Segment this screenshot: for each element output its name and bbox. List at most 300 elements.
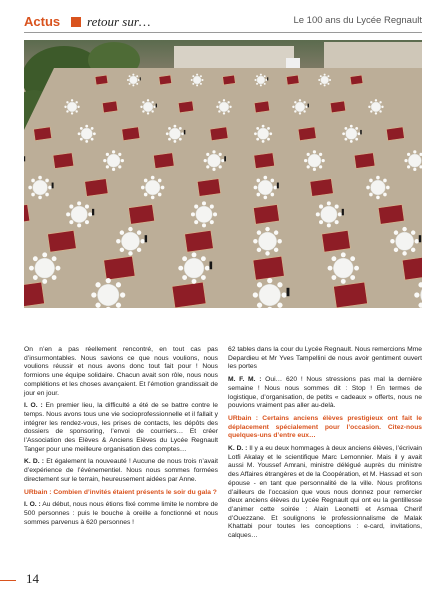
chair xyxy=(71,112,73,114)
paragraph-text: Oui… 620 ! Nous stressions pas mal la dernière semaine ! Nous nous sommes dit : Stop ! En termes de logistique, d’organisation, de petits « cadeaux » offerts, nous ne pouvions vraiment pas aller au-delà. xyxy=(228,376,422,410)
carpet-rug xyxy=(310,179,333,197)
carpet-rug xyxy=(254,153,275,169)
chair xyxy=(256,75,258,77)
carpet-rug xyxy=(386,127,404,141)
chair xyxy=(319,205,323,209)
round-table xyxy=(97,284,119,306)
chair xyxy=(254,79,256,81)
chair xyxy=(394,230,398,234)
chair xyxy=(313,150,316,153)
chair xyxy=(257,230,261,234)
paragraph xyxy=(228,346,422,372)
chair xyxy=(137,230,141,234)
chair xyxy=(307,165,310,168)
chair xyxy=(331,256,336,261)
round-table xyxy=(81,128,92,139)
carpet-rug xyxy=(350,75,363,85)
paragraph xyxy=(24,346,218,398)
chair xyxy=(31,179,35,183)
chair xyxy=(138,79,140,81)
speaker-label: I. O. : xyxy=(24,501,41,509)
page-number: 14 xyxy=(26,571,39,586)
carpet-rug xyxy=(24,282,44,308)
chair xyxy=(267,127,270,130)
waiter-figure xyxy=(287,288,290,296)
chair xyxy=(144,179,148,183)
round-table xyxy=(408,154,421,167)
chair xyxy=(168,127,171,130)
chair xyxy=(127,79,129,81)
chair xyxy=(120,292,125,297)
carpet-rug xyxy=(159,75,172,85)
chair xyxy=(354,266,359,271)
chair xyxy=(335,205,339,209)
chair xyxy=(327,223,331,227)
chair xyxy=(196,84,198,86)
chair xyxy=(313,168,316,171)
chair xyxy=(262,125,265,128)
paragraph xyxy=(24,402,218,454)
chair xyxy=(264,75,266,77)
chair xyxy=(320,83,322,85)
chair xyxy=(294,110,296,112)
chair xyxy=(375,112,377,114)
chair xyxy=(142,110,144,112)
carpet-rug xyxy=(85,179,108,197)
chair xyxy=(202,201,206,205)
chair xyxy=(192,83,194,85)
chair xyxy=(335,220,339,224)
interview-question: URbain : Certains anciens élèves prestigieux ont fait le déplacement spécialement pour l’occasion. Citez-nous quelques-uns d’entre eux… xyxy=(228,414,422,440)
chair xyxy=(394,248,398,252)
chair xyxy=(136,75,138,77)
chair xyxy=(257,303,262,308)
chair xyxy=(33,256,38,261)
chair xyxy=(191,212,195,216)
chair xyxy=(206,165,209,168)
chair xyxy=(151,101,153,103)
chair xyxy=(52,275,57,280)
chair xyxy=(91,127,94,130)
chair xyxy=(200,75,202,77)
chair xyxy=(196,74,198,76)
carpet-rug xyxy=(286,75,299,85)
chair xyxy=(66,110,68,112)
chair xyxy=(219,165,222,168)
carpet-rug xyxy=(254,101,269,113)
chair xyxy=(33,275,38,280)
chair xyxy=(383,193,387,197)
chair xyxy=(216,106,218,108)
chair xyxy=(274,230,278,234)
chair xyxy=(369,179,373,183)
chair xyxy=(128,227,132,231)
chair xyxy=(411,248,415,252)
chair xyxy=(256,193,260,197)
carpet-rug xyxy=(172,282,206,308)
chair xyxy=(71,99,73,101)
chair xyxy=(85,125,88,128)
chair xyxy=(48,186,52,190)
chair xyxy=(31,193,35,197)
chair xyxy=(136,83,138,85)
waiter-figure xyxy=(140,77,141,80)
paragraph xyxy=(24,501,218,527)
chair xyxy=(80,138,83,141)
paragraph-text: On n’en a pas réellement rencontré, en tout cas pas d’insurmontables. Nous savions ce que nous voulions, nous voulions réussir et nous avons donc tout fait pour ! Nous formions une équipe solidaire. Chacun avait son rôle, nous nous complétions et les choses avançaient. Et l’émotion grandissait de jour en jour. xyxy=(24,346,218,397)
round-table xyxy=(371,180,386,195)
chair xyxy=(413,168,416,171)
waiter-figure xyxy=(308,104,309,108)
carpet-rug xyxy=(402,256,422,280)
paragraph xyxy=(228,376,422,411)
chair xyxy=(181,132,184,135)
chair xyxy=(120,248,124,252)
paragraph-text: Et également la nouveauté ! Aucune de nous trois n’avait d’expérience de l’événementiel. Nous nous sommes formées directement sur le terrain, heureusement aidées par Anne. xyxy=(24,458,218,483)
chair xyxy=(223,112,225,114)
chair xyxy=(327,75,329,77)
chair xyxy=(182,256,187,261)
round-table xyxy=(193,76,201,84)
chair xyxy=(338,212,342,216)
round-table xyxy=(33,180,48,195)
round-table xyxy=(219,102,229,112)
chair xyxy=(206,153,209,156)
carpet-rug xyxy=(322,230,351,252)
chair xyxy=(277,303,282,308)
chair xyxy=(69,205,73,209)
chair xyxy=(407,153,410,156)
chair xyxy=(414,292,419,297)
chair xyxy=(103,159,106,162)
round-table xyxy=(371,102,381,112)
chair xyxy=(158,179,162,183)
waiter-figure xyxy=(24,156,25,161)
chair xyxy=(77,106,79,108)
waiter-figure xyxy=(145,235,147,242)
chair xyxy=(191,79,193,81)
chair xyxy=(316,212,320,216)
carpet-rug xyxy=(95,75,108,85)
round-table xyxy=(258,232,276,250)
paragraph-text: Il y a eu deux hommages à deux anciens élèves, l’écrivain Lotfi Akalay et le scientifique Marc Lemonnier. Mais il y avait aussi M. Youssef Amrani, ministre délégué auprès du ministre des Affaires étrangères et de la Coopération, et M. Hassad et son épouse - en tant que personnalité de la ville. Nous profitons d’ailleurs de l’occasion que vous nous donnez pour remercier deux anciens élèves du Lycée Regnault qui ont eu la gentillesse d’animer cette soirée : Alain Leonetti et Asmaa Cherif d’Ouezzane. Et soulignons le professionnalisme de Malak Khattabi pour toutes les conceptions : e-card, invitations, calques… xyxy=(228,445,422,540)
page-number-rule xyxy=(0,580,16,581)
chair xyxy=(56,266,61,271)
chair xyxy=(277,282,282,287)
chair xyxy=(324,84,326,86)
carpet-rug xyxy=(334,282,368,308)
chair xyxy=(294,101,296,103)
chair xyxy=(205,266,210,271)
chair xyxy=(218,110,220,112)
chair xyxy=(38,196,42,200)
chair xyxy=(132,84,134,86)
chair xyxy=(201,256,206,261)
round-table xyxy=(67,102,77,112)
chair xyxy=(118,165,121,168)
chair xyxy=(415,239,419,243)
paragraph-text: Au début, nous nous étions fixé comme limite le nombre de 500 personnes : puis le bouche à oreille a fonctionné et nous sommes parvenus à 620 personnes ! xyxy=(24,501,219,526)
right-column xyxy=(228,346,422,545)
waiter-figure xyxy=(92,209,94,215)
chair xyxy=(381,106,383,108)
chair xyxy=(137,248,141,252)
chair xyxy=(341,279,346,284)
chair xyxy=(178,266,183,271)
chair xyxy=(376,196,380,200)
chair xyxy=(85,220,89,224)
chair xyxy=(219,153,222,156)
chair xyxy=(42,252,47,257)
carpet-rug xyxy=(330,101,345,113)
chair xyxy=(318,79,320,81)
chair xyxy=(319,220,323,224)
waiter-figure xyxy=(419,235,421,242)
chair xyxy=(151,196,155,200)
carpet-rug xyxy=(153,153,174,169)
chair xyxy=(202,79,204,81)
chair xyxy=(327,201,331,205)
chair xyxy=(64,106,66,108)
round-table xyxy=(333,258,353,278)
round-table xyxy=(169,128,180,139)
chair xyxy=(254,132,257,135)
chair xyxy=(142,101,144,103)
chair xyxy=(221,159,224,162)
chair xyxy=(91,292,96,297)
chair xyxy=(140,239,144,243)
chair xyxy=(303,110,305,112)
chair xyxy=(192,279,197,284)
chair xyxy=(116,282,121,287)
round-table xyxy=(346,128,357,139)
chair xyxy=(329,79,331,81)
round-table xyxy=(259,284,281,306)
chair xyxy=(194,205,198,209)
chair xyxy=(151,110,153,112)
carpet-rug xyxy=(298,127,316,141)
chair xyxy=(265,251,269,255)
round-table xyxy=(143,102,153,112)
chair xyxy=(282,292,287,297)
round-table xyxy=(295,102,305,112)
chair xyxy=(106,278,111,283)
round-table xyxy=(308,154,321,167)
carpet-rug xyxy=(378,205,404,225)
round-table xyxy=(129,76,137,84)
carpet-rug xyxy=(102,101,117,113)
waiter-figure xyxy=(267,77,268,80)
chair xyxy=(355,127,358,130)
chair xyxy=(227,101,229,103)
paragraph xyxy=(24,458,218,484)
chair xyxy=(212,168,215,171)
interview-question: URbain : Combien d’invités étaient présents le soir du gala ? xyxy=(24,488,217,496)
carpet-rug xyxy=(185,230,214,252)
chair xyxy=(341,252,346,257)
chair xyxy=(370,101,372,103)
page-header xyxy=(0,0,446,36)
chair xyxy=(277,239,281,243)
chair xyxy=(350,140,353,143)
chair xyxy=(379,110,381,112)
chair xyxy=(355,138,358,141)
chair xyxy=(192,75,194,77)
chair xyxy=(264,83,266,85)
chair xyxy=(204,159,207,162)
chair xyxy=(140,106,142,108)
chair xyxy=(179,127,182,130)
chair xyxy=(262,140,265,143)
chair xyxy=(85,140,88,143)
chair xyxy=(267,138,270,141)
chair xyxy=(404,159,407,162)
section-subtitle: retour sur… xyxy=(87,14,151,29)
chair xyxy=(411,230,415,234)
chair xyxy=(379,101,381,103)
chair xyxy=(229,106,231,108)
round-table xyxy=(321,206,338,223)
carpet-rug xyxy=(122,127,140,141)
section-label: Actus xyxy=(24,14,61,29)
chair xyxy=(344,127,347,130)
waiter-figure xyxy=(360,130,362,134)
carpet-rug xyxy=(48,230,77,252)
chair xyxy=(265,79,267,81)
chair xyxy=(80,127,83,130)
chair xyxy=(66,212,70,216)
chair xyxy=(270,193,274,197)
chair xyxy=(402,251,406,255)
chair xyxy=(263,196,267,200)
round-table xyxy=(321,76,329,84)
chair xyxy=(78,132,81,135)
chair xyxy=(270,179,274,183)
chair xyxy=(274,248,278,252)
chair xyxy=(223,99,225,101)
chair xyxy=(106,153,109,156)
chair xyxy=(132,74,134,76)
chair xyxy=(375,99,377,101)
chair xyxy=(69,220,73,224)
carpet-rug xyxy=(178,101,193,113)
chair xyxy=(45,193,49,197)
chair xyxy=(192,252,197,257)
chair xyxy=(120,230,124,234)
chair xyxy=(305,106,307,108)
chair xyxy=(200,83,202,85)
chair xyxy=(413,150,416,153)
chair xyxy=(299,112,301,114)
accent-square-icon xyxy=(71,17,81,27)
chair xyxy=(303,101,305,103)
chair xyxy=(269,132,272,135)
chair xyxy=(77,201,81,205)
waiter-figure xyxy=(184,130,186,134)
chair xyxy=(129,75,131,77)
chair xyxy=(227,110,229,112)
carpet-rug xyxy=(104,256,135,280)
round-table xyxy=(207,154,220,167)
chair xyxy=(77,223,81,227)
round-table xyxy=(71,206,88,223)
chair xyxy=(66,101,68,103)
chair xyxy=(161,186,165,190)
chair xyxy=(144,193,148,197)
chair xyxy=(174,140,177,143)
round-table xyxy=(395,232,413,250)
carpet-rug xyxy=(253,256,284,280)
chair xyxy=(260,84,262,86)
chair xyxy=(88,212,92,216)
chair xyxy=(147,99,149,101)
chair xyxy=(213,212,217,216)
paragraph xyxy=(228,445,422,541)
chair xyxy=(260,74,262,76)
chair xyxy=(253,292,258,297)
chair xyxy=(253,239,257,243)
chair xyxy=(256,127,259,130)
chair xyxy=(112,150,115,153)
chair xyxy=(328,266,333,271)
chair xyxy=(210,205,214,209)
waiter-figure xyxy=(342,209,344,215)
chair xyxy=(320,75,322,77)
aerial-banquet-photo xyxy=(24,40,422,308)
speaker-label: I. O. : xyxy=(24,402,43,410)
chair xyxy=(95,282,100,287)
round-table xyxy=(145,180,160,195)
chair xyxy=(319,153,322,156)
chair xyxy=(121,159,124,162)
chair xyxy=(402,227,406,231)
chair xyxy=(256,179,260,183)
chair xyxy=(304,159,307,162)
chair xyxy=(256,138,259,141)
chair xyxy=(45,179,49,183)
chair xyxy=(42,279,47,284)
speaker-label: M. F. M. : xyxy=(228,376,262,384)
chair xyxy=(28,186,32,190)
chair xyxy=(331,275,336,280)
chair xyxy=(265,227,269,231)
chair xyxy=(322,159,325,162)
chair xyxy=(75,110,77,112)
chair xyxy=(369,193,373,197)
chair xyxy=(210,220,214,224)
chair xyxy=(52,256,57,261)
round-table xyxy=(257,128,268,139)
chair xyxy=(151,176,155,180)
chair xyxy=(153,106,155,108)
chair xyxy=(342,132,345,135)
chair xyxy=(129,83,131,85)
chair xyxy=(118,153,121,156)
waiter-figure xyxy=(224,156,226,161)
round-table xyxy=(184,258,204,278)
chair xyxy=(182,275,187,280)
chair xyxy=(179,138,182,141)
chair xyxy=(75,101,77,103)
carpet-rug xyxy=(197,179,220,197)
running-title: Le 100 ans du Lycée Regnault xyxy=(293,15,422,26)
chair xyxy=(292,106,294,108)
chair xyxy=(201,275,206,280)
round-table xyxy=(258,180,273,195)
carpet-rug xyxy=(210,127,228,141)
chair xyxy=(128,251,132,255)
chair xyxy=(38,176,42,180)
